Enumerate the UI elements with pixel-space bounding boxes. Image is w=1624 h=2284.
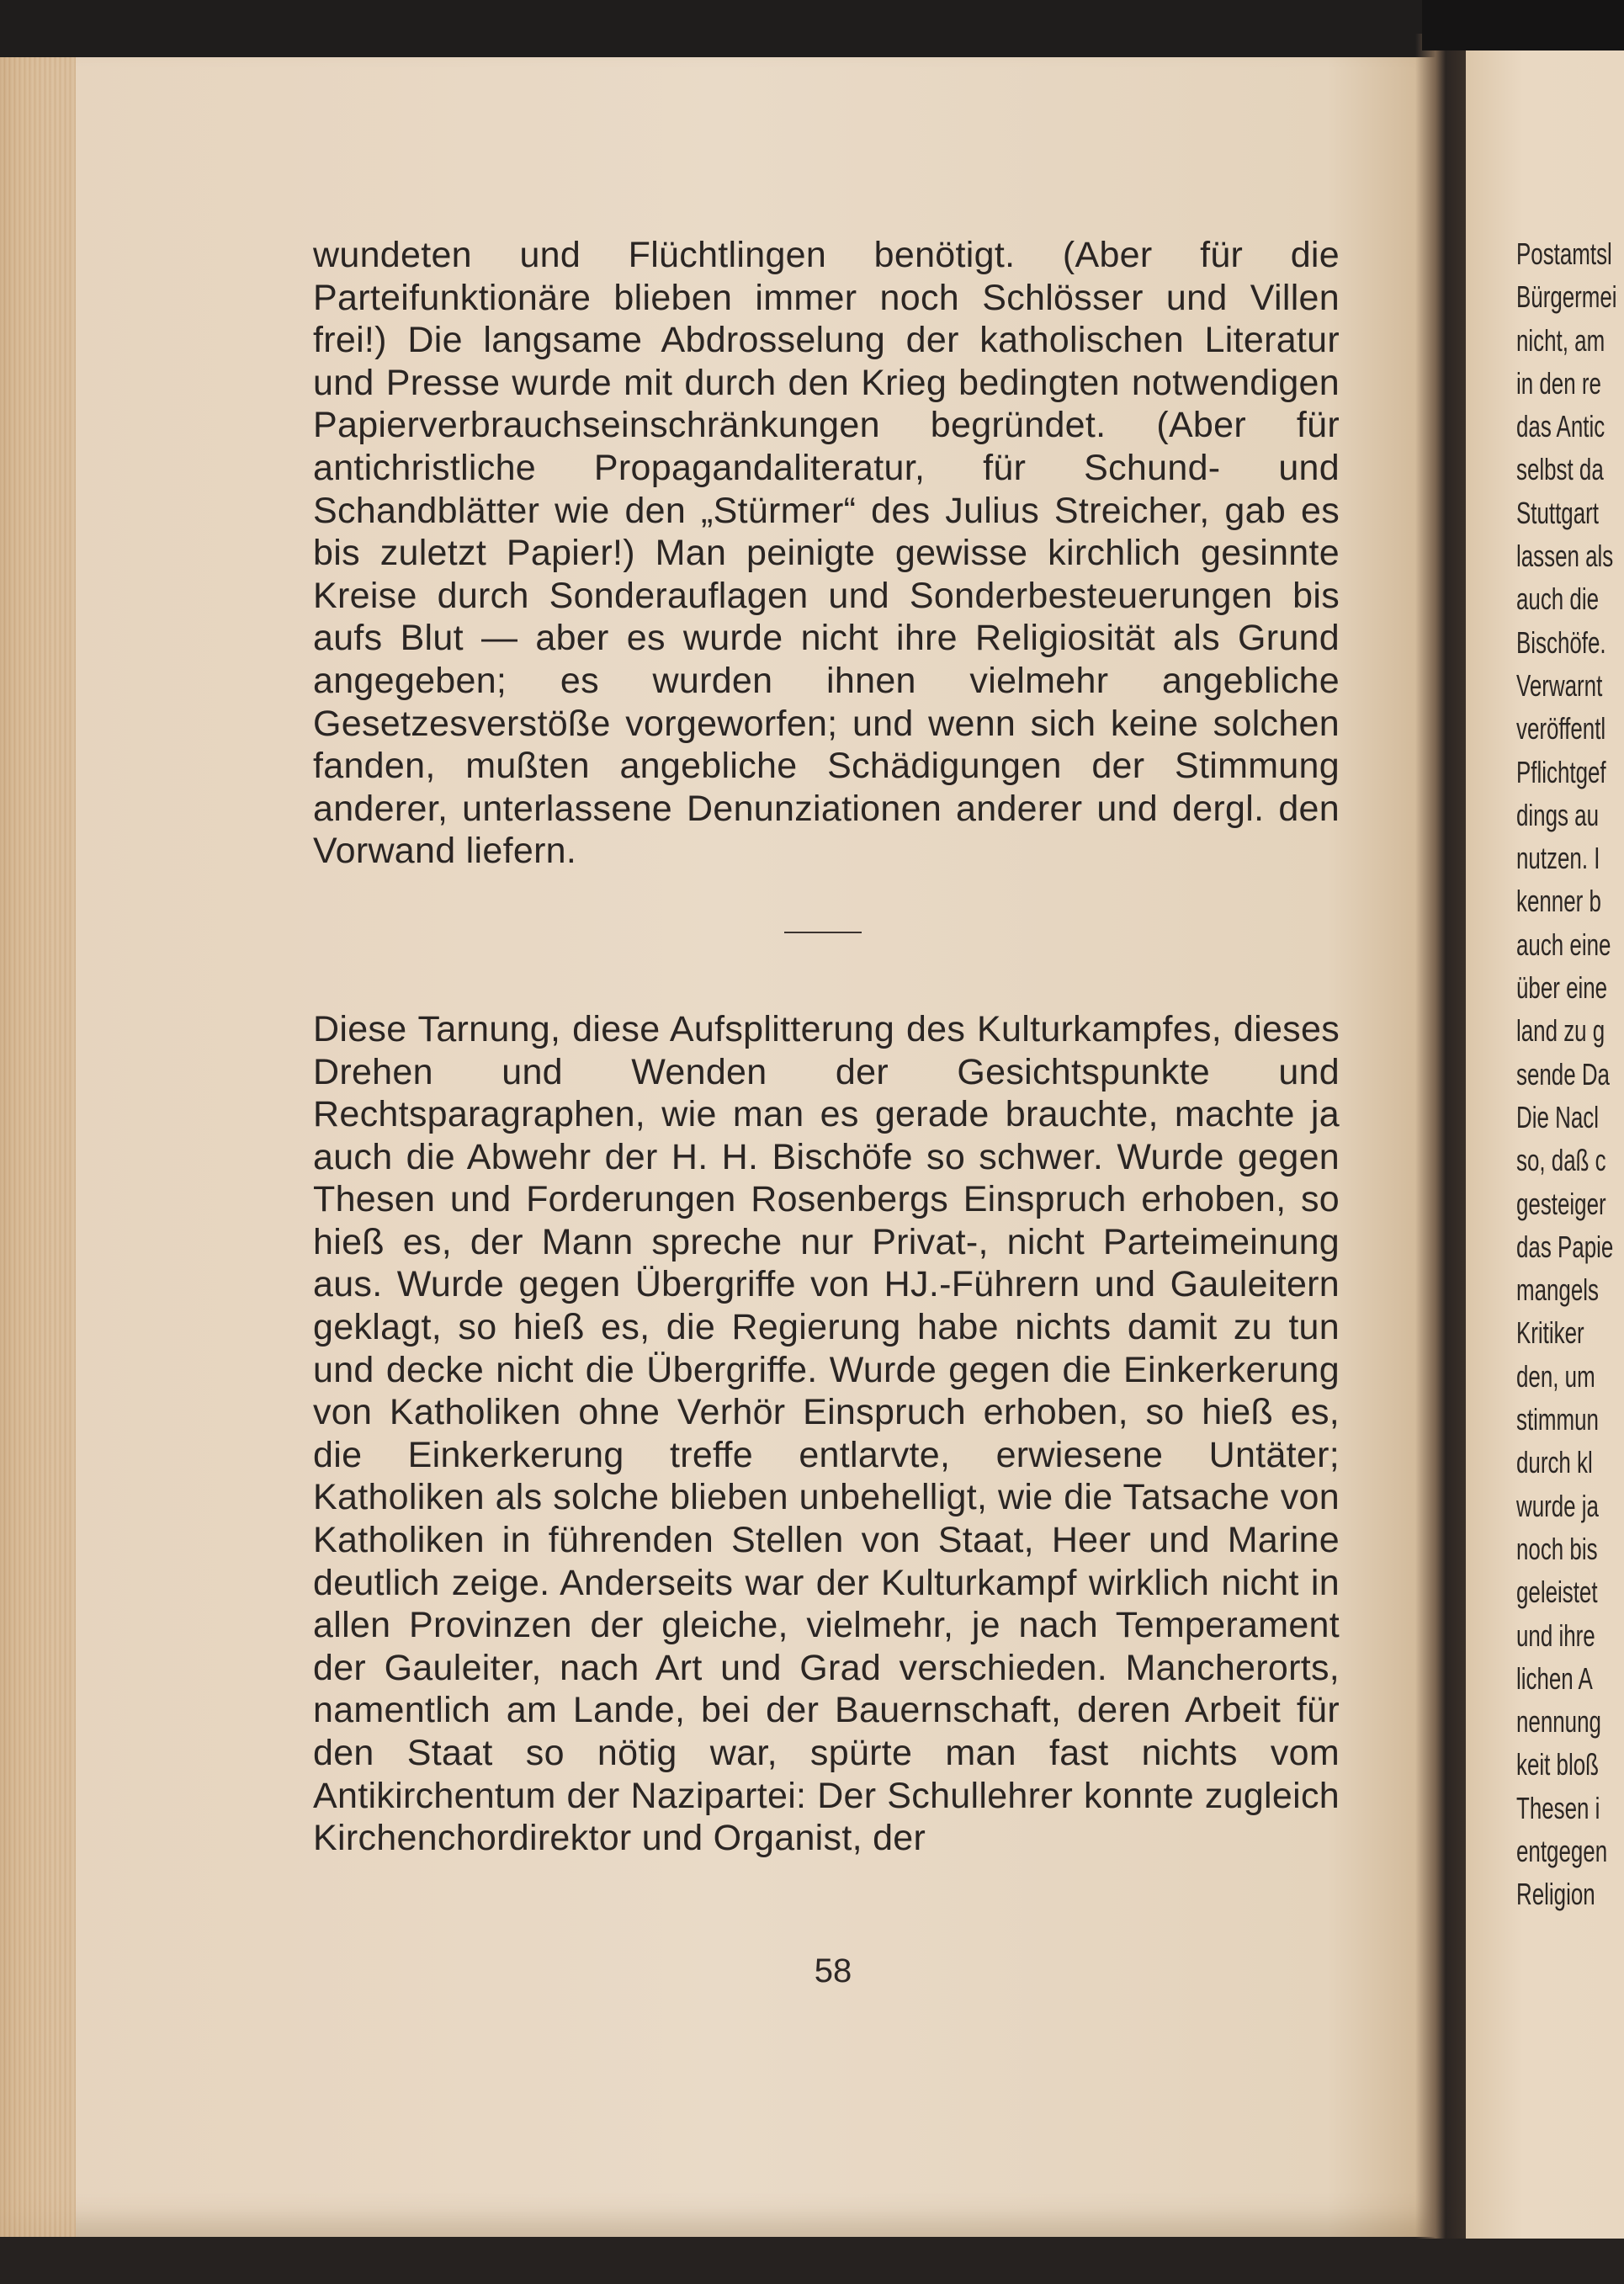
page-edge-stack	[0, 57, 76, 2237]
paragraph-2: Diese Tarnung, diese Aufsplitterung des Kulturkampfes, dieses Drehen und Wenden der Gesichtspunkte und Rechtsparagraphen, wie man es gerade brauchte, machte ja auch die Abwehr der H. H. Bischöfe so schwer. Wurde gegen Thesen und Forderungen Rosenbergs Einspruch erhoben, so hieß es, der Mann spreche nur Privat-, nicht Parteimeinung aus. Wurde gegen Übergriffe von HJ.-Führern und Gauleitern geklagt, so hieß es, die Regierung habe nichts damit zu tun und decke nicht die Übergriffe. Wurde gegen die Einkerkerung von Katholiken ohne Verhör Einspruch erhoben, so hieß es, die Einkerkerung treffe entlarvte, erwiesene Untäter; Katholiken als solche blieben unbehelligt, wie die Tatsache von Katholiken in führenden Stellen von Staat, Heer und Marine deutlich zeige. Anderseits war der Kulturkampf wirklich nicht in allen Provinzen der gleiche, vielmehr, je nach Temperament der Gauleiter, nach Art und Grad verschieden. Mancherorts, namentlich am Lande, bei der Bauernschaft, deren Arbeit für den Staat so nötig war, spürte man fast nichts vom Antikirchentum der Nazipartei: Der Schullehrer konnte zugleich Kirchenchordirektor und Organist, der	[313, 1008, 1340, 1859]
section-separator	[784, 932, 862, 933]
right-page-line: stimmun	[1516, 1402, 1599, 1437]
right-page-line: kenner b	[1516, 884, 1601, 919]
right-page-line: Verwarnt	[1516, 667, 1603, 703]
right-page-line: dings au	[1516, 797, 1599, 832]
top-dark-band	[1422, 0, 1624, 50]
right-page-line: Religion	[1516, 1877, 1595, 1912]
right-page-line: mangels	[1516, 1272, 1599, 1308]
right-page-line: veröffentl	[1516, 711, 1606, 746]
right-page-line: land zu g	[1516, 1013, 1605, 1049]
right-page-line: entgegen	[1516, 1833, 1608, 1868]
right-page-line: Die Nacl	[1516, 1099, 1599, 1134]
right-page-line: in den re	[1516, 365, 1601, 401]
right-page-line: über eine	[1516, 970, 1608, 1006]
right-page-text	[1516, 232, 1617, 1916]
right-page-line: nutzen. I	[1516, 841, 1600, 876]
right-page-line: das Antic	[1516, 409, 1605, 444]
right-page-line: und ihre	[1516, 1617, 1595, 1653]
paragraph-1: wundeten und Flüchtlingen benötigt. (Aber für die Parteifunktionäre blieben immer noch Schlösser und Villen frei!) Die langsame Abdrosselung der katholischen Literatur und Presse wurde mit durch den Krieg bedingten notwendigen Papierverbrauchseinschränkungen begründet. (Aber für antichristliche Propagandaliteratur, für Schund- und Schandblätter wie den „Stürmer“ des Julius Streicher, gab es bis zuletzt Papier!) Man peinigte gewisse kirchlich gesinnte Kreise durch Sonderauflagen und Sonderbesteuerungen bis aufs Blut — aber es wurde nicht ihre Religiosität als Grund angegeben; es wurden ihnen vielmehr angebliche Gesetzesverstöße vorgeworfen; und wenn sich keine solchen fanden, mußten angebliche Schädigungen der Stimmung anderer, unterlassene Denunziationen anderer und dergl. den Vorwand liefern.	[313, 235, 1340, 872]
right-page-line: auch die	[1516, 582, 1599, 617]
right-page-line: so, daß c	[1516, 1143, 1606, 1178]
right-page-line: Bischöfe.	[1516, 624, 1606, 660]
right-page-line: nennung	[1516, 1704, 1601, 1740]
right-page-line: Bürgermei	[1516, 279, 1617, 315]
right-page-line: auch eine	[1516, 927, 1611, 962]
book-gutter	[1415, 34, 1466, 2239]
right-page-line: nicht, am	[1516, 322, 1605, 358]
right-page-line: keit bloß	[1516, 1747, 1599, 1782]
right-page-line: Stuttgart	[1516, 495, 1599, 530]
right-page-line: lichen A	[1516, 1660, 1593, 1696]
page-number: 58	[814, 1952, 852, 1989]
right-page-line: Thesen i	[1516, 1790, 1600, 1825]
right-page-line: Kritiker	[1516, 1315, 1584, 1351]
right-page-line: lassen als	[1516, 539, 1614, 574]
right-page-line: Postamtsl	[1516, 236, 1612, 271]
right-page-line: selbst da	[1516, 452, 1604, 487]
right-page-line: gesteiger	[1516, 1186, 1606, 1221]
right-page-line: geleistet	[1516, 1575, 1598, 1610]
left-page-text	[313, 234, 1340, 1860]
right-page-line: sende Da	[1516, 1056, 1610, 1092]
right-page-line: Pflichtgef	[1516, 754, 1606, 789]
right-page-line: noch bis	[1516, 1531, 1598, 1566]
right-page-line: den, um	[1516, 1358, 1595, 1394]
right-page-line: wurde ja	[1516, 1488, 1599, 1523]
right-page-line: durch kl	[1516, 1445, 1593, 1480]
right-page-line: das Papie	[1516, 1229, 1614, 1264]
